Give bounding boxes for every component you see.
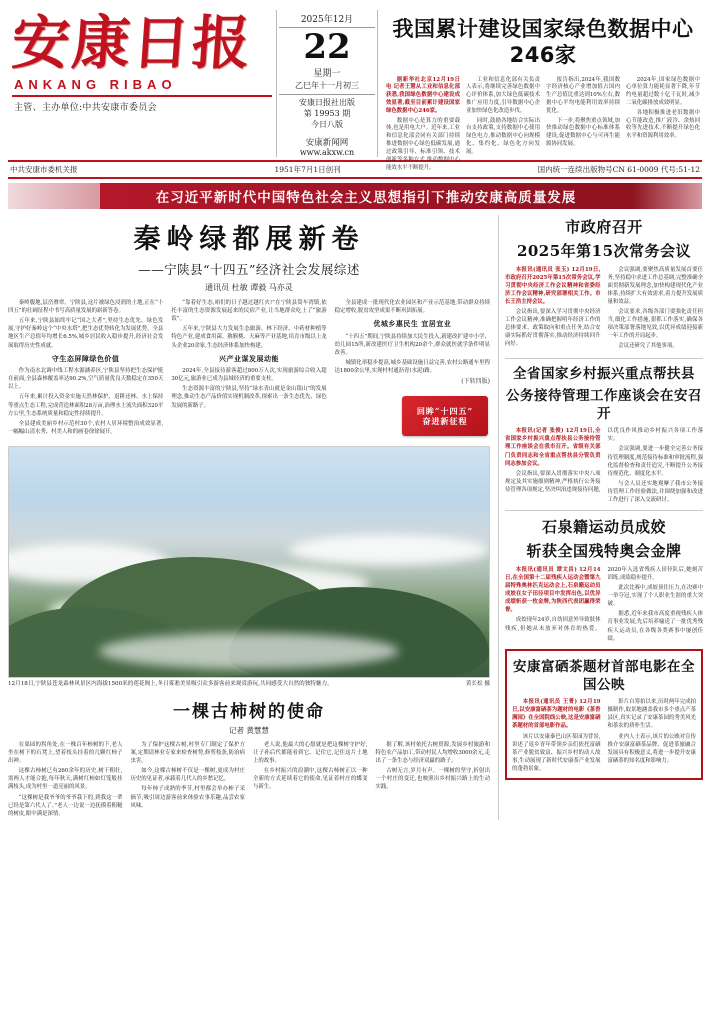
story4-p: 业内人士表示,该片的公映对宣传推介安康富硒茶品牌、促进茶旅融合发展具有积极意义,将进一步提升安康富硒茶的知名度和影响力。 (607, 733, 696, 764)
story-selenium-tea-film (505, 649, 703, 780)
lead-p: 作为南水北调中线工程水源涵养区,宁陕县坚持把生态保护挺在前面,全县森林覆盖率达90.2%,空气质量优良天数稳定在350天以上。 (8, 368, 164, 391)
date-pages: 今日八版 (311, 119, 343, 129)
banner-text: 在习近平新时代中国特色社会主义思想指引下推动安康高质量发展 (100, 183, 632, 209)
page-body (0, 215, 710, 820)
headline-story (378, 6, 702, 174)
date-publisher: 安康日报社出版 (279, 94, 375, 108)
story-city-govt (505, 217, 703, 352)
story1-p: 会议指出,要深入学习贯彻中央经济工作会议精神,准确把握明年经济工作的总体要求、政策取向和重点任务,结合安康实际抓好贯彻落实,推动经济持续回升向好。 (505, 309, 601, 348)
date-lunar: 乙巳年十一月初三 (295, 80, 359, 90)
feature-p: 为了保护这棵古树,村里专门制定了保护方案,定期请林业专家来检查树势,修剪枝条,防治病虫害。 (130, 741, 245, 765)
headline-col-4 (626, 77, 700, 175)
story2-body (505, 427, 703, 504)
story1-title-line2: 2025年第15次常务会议 (516, 242, 692, 261)
headline-p: 各地积极推进老旧数据中心节能改造,推广液冷、余热回收等先进技术,不断提升绿色化水平和资源利用效率。 (626, 109, 700, 140)
stamp-line2: 奋进新征程 (422, 416, 468, 427)
lead-p: 生态资源丰富的宁陕县,坚持“绿水青山就是金山银山”的发展理念,推动生态产品价值实现机制改革,探索出一条生态优先、绿色发展的新路子。 (171, 386, 327, 409)
lead-col-b (171, 299, 326, 438)
story1-p: 会议还研究了其他事项。 (618, 343, 678, 350)
story1-title-line1: 市政府召开 (565, 218, 643, 236)
lead-subhead: 兴产业谋发展动能 (218, 353, 279, 363)
photo-credit: 黄长松 摄 (465, 681, 490, 688)
campaign-stamp (402, 396, 488, 436)
story2-dateline: 本报讯(记者 张俊) 12月19日,全省国家乡村振兴重点帮扶县公务接待管理工作座谈会在我市召开。省级有关部门负责同志和全省重点帮扶县分管负责同志参加会议。 (505, 428, 601, 467)
feature-columns (8, 741, 490, 820)
feature-p: 老人说,他最大的心愿就是把这棵树守护好,让子孙后代都能看到它、记住它,记住这片土地上的故事。 (253, 741, 368, 765)
headline-col-2 (466, 77, 540, 175)
paper-pinyin: ANKANG RIBAO (14, 77, 177, 93)
story3-p: 此次比赛中,成姣顶住压力,在决赛中一举夺冠,实现了个人职业生涯的重大突破。 (607, 584, 703, 608)
headline-col-1 (386, 77, 460, 175)
headline-p: 报告指出,2024年,我国数字经济核心产业增加值占国内生产总值比重达到10%左右,数据中心平均电能利用效率持续优化。 (546, 76, 620, 114)
story4-title: 安康富硒茶题材首部电影在全国公映 (513, 658, 695, 693)
right-column (498, 215, 703, 820)
headline-p: 2024年,国家绿色数据中心单位算力能耗显著下降,年节约电量超过数十亿千瓦时,减少二氧化碳排放成效明显。 (626, 76, 700, 106)
date-org: 安康新闻网 (305, 137, 349, 148)
story2-title-line2: 公务接待管理工作座谈会在安召开 (506, 387, 702, 423)
headline-p: 同时,鼓励各地结合实际出台支持政策,支持数据中心使用绿色电力,推动数据中心向规模化、集约化、绿色化方向发展。 (466, 117, 540, 155)
story-athlete-gold (505, 517, 703, 642)
story1-body (505, 266, 703, 352)
feature-p: 古树无言,岁月有声。一棵树的坚守,折射出一个村庄的变迁,也映照出乡村振兴路上的生动实践。 (375, 768, 490, 791)
story3-dateline: 本报讯(通讯员 谭文昌) 12月14日,在全国第十二届残疾人运动会暨第九届特殊奥林匹克运动会上,石泉籍运动员成姣在女子田径项目中发挥出色,以优异成绩斩获一枚金牌,为陕西代表团赢得荣誉。 (505, 566, 601, 614)
headline-title: 我国累计建设国家绿色数据中心246家 (392, 17, 694, 68)
feature-col-d (376, 741, 491, 820)
story2-p: 与会人员还实地观摩了我市公务接待管理工作经验做法,并围绕加强和改进工作进行了深入交流研讨。 (607, 480, 703, 504)
right-divider-2 (505, 510, 703, 511)
paper-logo (8, 6, 276, 113)
lead-col-a (8, 299, 163, 438)
feature-col-a (8, 741, 123, 820)
feature-p: 在乡村振兴的浪潮中,这棵古柿树正以一种全新的方式延续着它的使命,见证着村庄的蝶变与新生。 (253, 768, 368, 791)
feature-p: 据了解,该村依托古树资源,发展乡村旅游和特色农产品加工,带动村民人均增收3000余元,走出了一条生态与经济双赢的路子。 (375, 741, 490, 765)
feature-byline: 记者 黄慧慧 (229, 725, 269, 735)
story3-title-line1: 石泉籍运动员成姣 (541, 518, 666, 537)
story1-p: 会议要求,各级各部门要强化责任担当,细化工作措施,狠抓工作落实,确保各项决策部署落地见效,以优异成绩迎接新一年工作的开局起步。 (607, 309, 703, 340)
story2-p: 会议指出,要深入贯彻落实中央八项规定及其实施细则精神,严格执行公务接待管理各项规定,坚决纠治违规接待问题,以优良作风推动乡村振兴各项工作落实。 (505, 428, 703, 494)
date-issue: 第 19953 期 (303, 108, 351, 118)
lead-story-subtitle: ——宁陕县“十四五”经济社会发展综述 (138, 262, 360, 277)
lead-story-byline: 通讯员 杜敏 谭毅 马亦灵 (205, 283, 293, 292)
lead-p: “十四五”期间,宁陕县持续加大民生投入,新建改扩建中小学、幼儿园15所,新改建医疗卫生机构20余个,群众就医就学条件明显改善。 (334, 333, 490, 356)
paper-sponsor: 主管、主办单位:中共安康市委员会 (14, 103, 157, 114)
org-founded: 1951年7月1日创刊 (274, 165, 341, 174)
story1-dateline: 本报讯(通讯员 张玉) 12月19日,市政府召开2025年第15次常务会议,学习贯彻中央经济工作会议精神和省委经济工作会议精神,研究部署相关工作。市长王浩主持会议。 (505, 266, 601, 305)
story3-p: 成姣现年24岁,自幼因意外导致肢体残疾,但她从未放弃对体育的热爱。2020年入选省残疾人田径队后,她刻苦训练,成绩稳步提升。 (505, 566, 703, 632)
paper-name: 安康日报 (9, 9, 255, 77)
feature-title: 一棵古柿树的使命 (173, 701, 325, 722)
story4-p: 该片以安康秦巴山区茶园为背景,讲述了返乡青年带领乡亲们依托富硒茶产业脱贫致富、振兴乡村的动人故事,生动展现了新时代安康茶产业发展的蓬勃景象。 (512, 733, 601, 773)
right-divider-1 (505, 358, 703, 359)
logo-divider (12, 95, 272, 97)
feature-p: 在果园的拐角处,在一株百年柿树的下,老人坐在树下的石凳上,望着枝头挂着的几颗红柿子出神。 (8, 741, 123, 765)
headline-p: 下一步,将聚焦重点领域,加快推动绿色数据中心标准体系建设,促进数据中心与可再生能源协同发展。 (546, 117, 620, 148)
photo-block (8, 446, 490, 689)
lead-p: 五年来,宁陕县大力发展生态旅游、林下经济、中药材种植等特色产业,建成食用菌、猕猴桃、天麻等产业基地,培育市级以上龙头企业20余家,生态经济体系加快构建。 (171, 326, 327, 349)
feature-col-c (253, 741, 368, 820)
date-block (276, 10, 378, 157)
headline-p: 数据中心是算力的重要载体,也是用电大户。近年来,工业和信息化部会同有关部门持续推进数据中心绿色低碳发展,通过政策引导、标准引领、技术创新等多种方式,推动数据中心能效水平不断提升。 (386, 117, 460, 171)
lead-p: 全县建成美丽乡村示范村30个,农村人居环境整治成效显著,一幅幅山清水秀、村美人和的画卷徐徐展开。 (8, 420, 164, 435)
theme-banner (8, 183, 702, 209)
lead-p: 秦岭腹地,层峦叠翠。宁陕县,这片被绿色浸润的土地,正在“十四五”的壮阔征程中书写高质量发展的崭新答卷。 (8, 300, 164, 315)
lead-continued: (下转四版) (461, 378, 490, 386)
lead-p: 五年来,累计投入资金实施天然林保护、退耕还林、水土保持等重点生态工程,完成营造林面积28万亩,治理水土流失面积320平方公里,生态系统质量和稳定性持续提升。 (8, 394, 164, 417)
feature-p: 这棵古柿树已有260余年的历史,树干粗壮,需两人才能合抱,每年秋天,满树红柿如灯笼般挂满枝头,成为村里一道亮丽的风景。 (8, 768, 123, 791)
story1-p: 会议强调,要聚焦高质量发展首要任务,坚持稳中求进工作总基调,完整准确全面贯彻新发展理念,加快构建现代化产业体系,持续扩大有效需求,着力提升发展质量和效益。 (607, 266, 703, 305)
lead-subhead: 优城乡惠民生 宜居宜业 (373, 319, 452, 329)
lead-story-block (8, 215, 490, 820)
lead-subhead: 守生态屏障绿色价值 (51, 353, 120, 363)
lead-p: 2024年,全县接待游客超过800万人次,实现旅游综合收入超30亿元,旅游业已成为县域经济的重要支柱。 (171, 368, 327, 383)
date-weekday: 星期一 (313, 68, 341, 79)
headline-col-3 (546, 77, 620, 175)
story3-title-line2: 斩获全国残特奥会金牌 (526, 542, 682, 561)
banner-right-gradient (632, 183, 702, 209)
lead-col-c (335, 299, 490, 438)
story2-title-line1: 全省国家乡村振兴重点帮扶县 (513, 365, 695, 382)
date-day: 22 (303, 27, 351, 67)
story3-p: 据悉,近年来我市高度重视残疾人体育事业发展,先后培养输送了一批优秀残疾人运动员,在各级各类赛事中屡创佳绩。 (607, 611, 703, 642)
org-left: 中共安康市委机关报 (10, 165, 78, 174)
headline-lead: 据新华社北京12月19日电 记者王慧从工业和信息化部获悉,我国绿色数据中心建设成效显著,截至目前累计建设国家绿色数据中心246家。 (386, 76, 460, 114)
feature-col-b (131, 741, 246, 820)
story4-body (512, 698, 696, 773)
org-license: 国内统一连续出版物号CN 61-0009 代号:51-12 (537, 165, 700, 174)
lead-story-columns (8, 299, 490, 438)
headline-body (386, 77, 700, 175)
masthead-info-line (0, 162, 710, 177)
lead-p: 五年来,宁陕县始终牢记“国之大者”,坚持生态优先、绿色发展,守护好秦岭这个“中央水塔”,把生态优势转化为发展优势，全县地区生产总值年均增长6.5%,城乡居民收入稳步提升,经济社会发展取得历史性成就。 (8, 318, 164, 349)
date-year-month: 2025年12月 (279, 12, 375, 28)
stamp-line1: 回眸“十四五” (416, 406, 474, 417)
story2-p: 会议强调,要进一步健全完善公务接待管理制度,规范接待标准和审批流程,强化监督检查和责任追究,不断提升公务接待规范化、制度化水平。 (607, 446, 703, 477)
story4-p: 影片自筹拍以来,历时两年完成拍摄制作,取景地涵盖我市多个重点产茶县区,真实记录了安康茶园的秀美风光和茶农的质朴生活。 (607, 699, 696, 730)
photo-caption (8, 681, 490, 689)
masthead-rule-2 (8, 177, 702, 179)
date-url[interactable]: www.akxw.cn (299, 147, 355, 157)
story3-body (505, 566, 703, 643)
lead-p: 全县建成一批现代化农业园区和产业示范基地,带动群众持续稳定增收,脱贫攻坚成果不断巩固拓展。 (334, 300, 490, 315)
feature-p: 如今,这棵古柿树不仅是一棵树,更成为村庄历史的见证者,承载着几代人的乡愁记忆。 (130, 768, 245, 783)
headline-p: 工业和信息化部有关负责人表示,将继续完善绿色数据中心评价体系,加大绿色低碳技术推广应用力度,引导数据中心企业加快绿色化改造步伐。 (466, 76, 540, 114)
photo-caption-text: 12月18日,宁陕县苍龙森林风景区内海拔1500米的莲花阁上,冬日雾凇美景吸引众多游客前来观赏游玩,共同感受大自然的独特魅力。 (8, 681, 333, 688)
story4-dateline: 本报讯(通讯员 王菁) 12月19日,以安康富硒茶为题材的电影《茶香满园》在全国院线公映,这是安康富硒茶题材的首部电影作品。 (512, 699, 601, 730)
lead-p: “靠着好生态,咱们的日子越过越红火!”在宁陕县筒车湾镇,依托丰富的生态资源发展起来的民宿产业,让当地群众吃上了“旅游饭”。 (171, 300, 327, 323)
landscape-photo (8, 446, 490, 678)
banner-left-gradient (8, 183, 100, 209)
lead-story-title: 秦岭绿都展新卷 (133, 224, 365, 255)
feature-p: 每年柿子成熟的季节,村里都会举办柿子采摘节,吸引周边游客前来体验农事乐趣,品尝农家风味。 (130, 786, 245, 809)
lead-p: 城镇化率稳步提高,城乡基础设施日益完善,农村公路通车里程达1800余公里,实现村村通沥青(水泥)路。 (334, 360, 490, 375)
feature-p: “这棵树是我爷爷的爷爷栽下的,到我这一辈已经是第六代人了。”老人一边说一边抚摸着粗糙的树皮,眼中满是深情。 (8, 794, 123, 817)
story-rural-meeting (505, 365, 703, 505)
